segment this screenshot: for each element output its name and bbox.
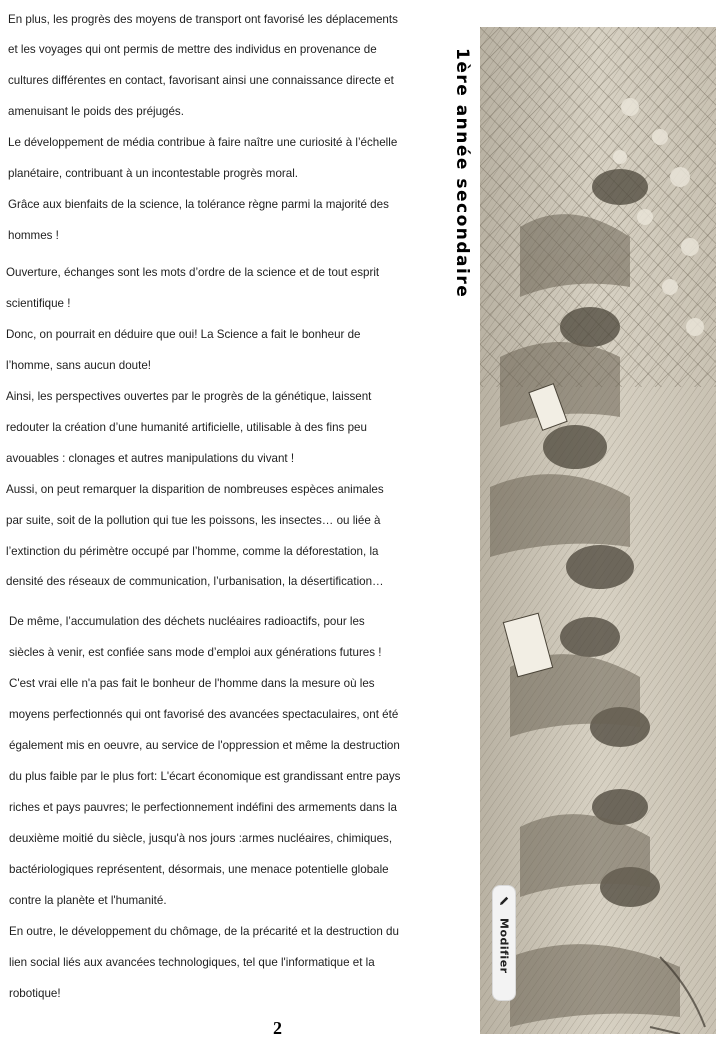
- text-line: Le développement de média contribue à faire naître une curiosité à l’échelle: [8, 136, 398, 149]
- text-line: Donc, on pourrait en déduire que oui! La Science a fait le bonheur de: [6, 328, 361, 341]
- text-line: Ainsi, les perspectives ouvertes par le progrès de la génétique, laissent: [6, 390, 372, 403]
- text-line: bactériologiques représentent, désormais, une menace potentielle globale: [9, 863, 389, 876]
- text-line: De même, l’accumulation des déchets nucléaires radioactifs, pour les: [9, 615, 365, 628]
- pencil-icon: [498, 894, 510, 912]
- text-line: par suite, soit de la pollution qui tue les poissons, les insectes… ou liée à: [6, 514, 381, 527]
- text-line: robotique!: [9, 987, 61, 1000]
- text-line: également mis en oeuvre, au service de l'oppression et même la destruction: [9, 739, 400, 752]
- text-line: riches et pays pauvres; le perfectionnement indéfini des armements dans la: [9, 801, 397, 814]
- text-line: lien social liés aux avancées technologiques, tel que l'informatique et la: [9, 956, 375, 969]
- text-line: Grâce aux bienfaits de la science, la tolérance règne parmi la majorité des: [8, 198, 389, 211]
- page-number: 2: [273, 1018, 282, 1038]
- text-line: l’homme, sans aucun doute!: [6, 359, 152, 372]
- edit-button-label: Modifier: [497, 918, 511, 974]
- text-line: siècles à venir, est confiée sans mode d’emploi aux générations futures !: [9, 646, 382, 659]
- text-line: cultures différentes en contact, favorisant ainsi une connaissance directe et: [8, 74, 394, 87]
- text-line: scientifique !: [6, 297, 71, 310]
- text-line: En plus, les progrès des moyens de transport ont favorisé les déplacements: [8, 13, 398, 26]
- text-line: amenuisant le poids des préjugés.: [8, 105, 184, 118]
- text-line: C'est vrai elle n'a pas fait le bonheur de l'homme dans la mesure où les: [9, 677, 375, 690]
- text-line: hommes !: [8, 229, 59, 242]
- text-line: deuxième moitié du siècle, jusqu'à nos jours :armes nucléaires, chimiques,: [9, 832, 393, 845]
- text-line: avouables : clonages et autres manipulations du vivant !: [6, 452, 295, 465]
- text-line: Aussi, on peut remarquer la disparition de nombreuses espèces animales: [6, 483, 384, 496]
- text-line: planétaire, contribuant à un incontestable progrès moral.: [8, 167, 299, 180]
- text-line: et les voyages qui ont permis de mettre des individus en provenance de: [8, 43, 377, 56]
- vertical-title: 1ère année secondaire: [452, 48, 472, 299]
- text-line: moyens perfectionnés qui ont favorisé des avancées spectaculaires, ont été: [9, 708, 399, 721]
- engraving-illustration: [480, 27, 716, 1034]
- text-line: redouter la création d’une humanité artificielle, utilisable à des fins peu: [6, 421, 367, 434]
- text-line: contre la planète et l'humanité.: [9, 894, 167, 907]
- text-line: l’extinction du périmètre occupé par l’homme, comme la déforestation, la: [6, 545, 379, 558]
- text-line: En outre, le développement du chômage, de la précarité et la destruction du: [9, 925, 399, 938]
- text-line: Ouverture, échanges sont les mots d’ordre de la science et de tout esprit: [6, 266, 380, 279]
- text-line: densité des réseaux de communication, l’urbanisation, la désertification…: [6, 575, 384, 588]
- text-line: du plus faible par le plus fort: L'écart économique est grandissant entre pays: [9, 770, 401, 783]
- edit-button[interactable]: [493, 886, 515, 1000]
